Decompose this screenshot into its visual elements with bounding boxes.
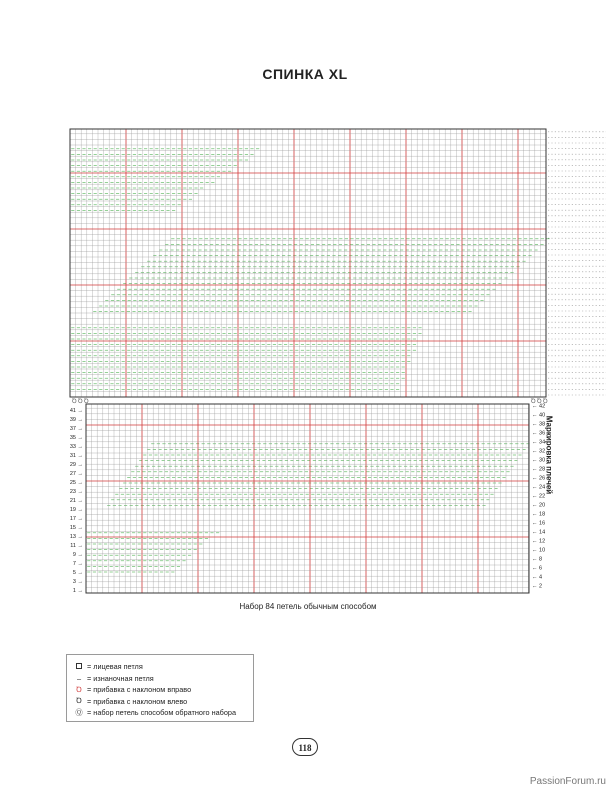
page-number: 118 xyxy=(292,738,318,756)
row-number-right: ← 18 xyxy=(532,511,546,518)
row-number-right: ← 32 xyxy=(532,448,546,455)
row-number-left: 31 → xyxy=(69,453,83,460)
row-number-right: ← 12 xyxy=(532,538,546,545)
legend-text-purl: = изнаночная петля xyxy=(87,673,154,683)
legend-box xyxy=(66,654,254,722)
row-number-right: ← 14 xyxy=(532,529,546,536)
legend-item-backward-cast-on xyxy=(73,707,253,719)
row-number-left: 21 → xyxy=(69,498,83,505)
legend-text-backward-cast-on: = набор петель способом обратного набора xyxy=(87,708,237,718)
row-number-left: 13 → xyxy=(69,534,83,541)
row-number-left: 39 → xyxy=(69,417,83,424)
knit-square-icon xyxy=(73,662,85,671)
row-number-right: ← 20 xyxy=(532,502,546,509)
row-number-right: ← 30 xyxy=(532,457,546,464)
shoulder-marking-text: Маркировка плечей xyxy=(544,415,554,495)
row-number-left: 17 → xyxy=(69,516,83,523)
row-number-right: ← 22 xyxy=(532,493,546,500)
legend-item-increase-left xyxy=(73,696,253,708)
increase-right-icon: Ꝺ xyxy=(76,684,82,694)
row-number-left: 25 → xyxy=(69,480,83,487)
row-number-left: 9 → xyxy=(72,552,83,559)
row-number-left: 7 → xyxy=(72,561,83,568)
row-number-left: 41 → xyxy=(69,408,83,415)
svg-text:Ꝺ: Ꝺ xyxy=(72,398,77,405)
svg-text:Ꝺ: Ꝺ xyxy=(78,398,83,405)
row-number-left: 11 → xyxy=(70,543,83,550)
legend-text-knit: = лицевая петля xyxy=(87,662,143,672)
row-number-left: 23 → xyxy=(69,489,83,496)
row-number-right: ← 6 xyxy=(532,565,543,572)
row-number-right: ← 28 xyxy=(532,466,546,473)
row-number-right: ← 2 xyxy=(532,583,543,590)
row-number-left: 15 → xyxy=(69,525,83,532)
shoulder-marking-label xyxy=(540,400,558,510)
row-number-right: ← 8 xyxy=(532,556,543,563)
row-number-left: 29 → xyxy=(69,462,83,469)
row-number-right: ← 38 xyxy=(532,421,546,428)
chart-title: СПИНКА XL xyxy=(262,66,348,82)
row-number-left: 37 → xyxy=(69,426,83,433)
legend-text-increase-right: = прибавка с наклоном вправо xyxy=(87,685,192,695)
purl-dash-icon: – xyxy=(76,673,82,683)
svg-text:Ꝺ: Ꝺ xyxy=(543,398,548,405)
row-number-left: 33 → xyxy=(69,444,83,451)
cast-on-caption: Набор 84 петель обычным способом xyxy=(239,602,377,611)
row-number-left: 5 → xyxy=(72,570,83,577)
backward-cast-on-icon: Ⓠ xyxy=(75,707,83,717)
chart-upper-grid xyxy=(70,129,546,397)
legend-item-increase-right xyxy=(73,684,253,696)
row-number-right: ← 4 xyxy=(532,574,543,581)
row-number-right: ← 26 xyxy=(532,475,546,482)
row-number-left: 19 → xyxy=(69,507,83,514)
legend-item-purl xyxy=(73,673,253,685)
row-number-left: 3 → xyxy=(72,579,83,586)
row-number-left: 35 → xyxy=(69,435,83,442)
purl-band-upper-2 xyxy=(93,239,549,312)
row-number-right: ← 42 xyxy=(532,403,546,410)
shoulder-dotted-lines xyxy=(548,132,606,395)
legend-text-increase-left: = прибавка с наклоном влево xyxy=(87,696,188,706)
row-number-left: 27 → xyxy=(69,471,83,478)
row-number-left: 1 → xyxy=(72,588,83,594)
increase-left-icon: Ꝺ xyxy=(76,696,82,706)
svg-text:Ꝺ: Ꝺ xyxy=(531,398,536,405)
row-number-right: ← 34 xyxy=(532,439,546,446)
legend-item-knit xyxy=(73,661,253,673)
svg-text:Ꝺ: Ꝺ xyxy=(537,398,542,405)
watermark: PassionForum.ru xyxy=(529,776,606,787)
chart-lower-grid xyxy=(86,404,529,593)
row-number-right: ← 40 xyxy=(532,412,546,419)
row-number-right: ← 10 xyxy=(532,547,546,554)
row-number-right: ← 36 xyxy=(532,430,546,437)
row-number-right: ← 16 xyxy=(532,520,546,527)
row-number-right: ← 24 xyxy=(532,484,546,491)
svg-text:Ꝺ: Ꝺ xyxy=(84,398,89,405)
